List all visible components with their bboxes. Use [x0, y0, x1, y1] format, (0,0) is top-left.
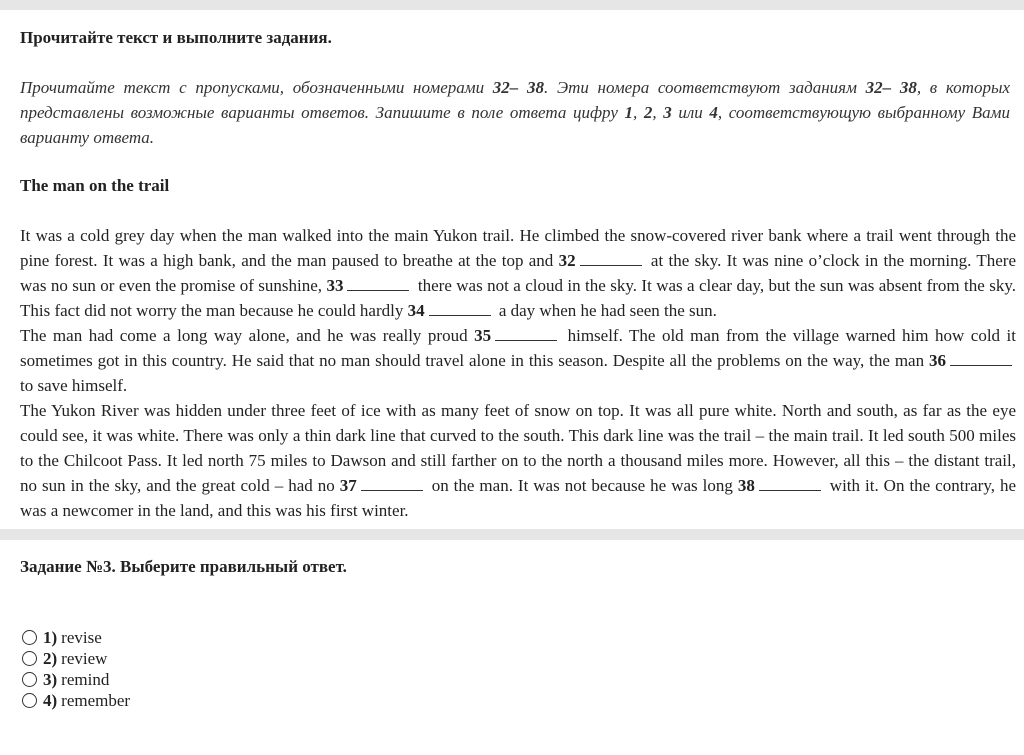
- instructions-text: , в которых представлены возможные варианты ответов. Запишите в поле ответа цифру: [20, 78, 1011, 122]
- gap-blank: [361, 476, 423, 491]
- gap-blank: [580, 251, 642, 266]
- story-text-run: It was a cold grey day when the man walked into the main Yukon trail. He climbed the snow-covered river bank where a trail went through the pine forest. It was a high bank, and the man paused to breathe at the top and: [20, 226, 1016, 270]
- radio-button[interactable]: [22, 693, 37, 708]
- radio-button[interactable]: [22, 672, 37, 687]
- answer-digit: 4: [709, 103, 718, 122]
- story-text: [20, 223, 1016, 523]
- instructions-text: , соответствующую выбранному Вами варианту ответа.: [20, 103, 1011, 147]
- answer-digit: 2: [643, 103, 653, 122]
- story-text-run: himself. The old man from the village warned him how cold it sometimes got in this country. He said that no man should travel alone in this season. Despite all the problems on the way, the man: [20, 326, 1016, 370]
- story-text-run: with it. On the contrary, he was a newcomer in the land, and this was his first winter.: [20, 476, 1016, 520]
- option-label: remind: [61, 669, 110, 689]
- gap-number: 36: [929, 351, 946, 370]
- gap-blank: [495, 326, 557, 341]
- answer-digit: 3: [663, 103, 672, 122]
- gap-blank: [429, 301, 491, 316]
- answer-option-4[interactable]: [22, 690, 130, 711]
- task-range: 32– 38: [865, 78, 917, 97]
- option-label: review: [61, 648, 108, 668]
- radio-button[interactable]: [22, 630, 37, 645]
- instructions: [20, 75, 1010, 150]
- gap-number: 34: [407, 301, 425, 320]
- story-text-run: at the sky. It was nine o’clock in the morning. There was no sun or even the promise of sunshine,: [20, 251, 1017, 295]
- answer-options: [22, 627, 130, 711]
- story-text-run: The Yukon River was hidden under three feet of ice with as many feet of snow on top. It was all pure white. North and south, as far as the eye could see, it was white. There was only a thin dark line that curved to the south. This dark line was the trail – the main trail. It led south 500 miles to the Chilcoot Pass. It led north 75 miles to Dawson and still farther on to the north a thousand miles more. However, all this – the distant trail, no sun in the sky, and the great cold – had no: [20, 401, 1016, 495]
- gap-number: 38: [737, 476, 755, 495]
- story-text-run: The man had come a long way alone, and he was really proud: [20, 326, 475, 345]
- answer-digit: 1: [624, 103, 633, 122]
- answer-option-3[interactable]: [22, 669, 130, 690]
- story-paragraph: [20, 323, 1016, 398]
- gap-number: 33: [326, 276, 344, 295]
- story-text-run: a day when he had seen the sun.: [494, 301, 717, 320]
- story-title: The man on the trail: [20, 176, 170, 195]
- top-divider-band: [0, 0, 1024, 10]
- gap-blank: [950, 351, 1012, 366]
- instructions-text: . Эти номера соответствуют заданиям: [544, 78, 866, 97]
- option-label: revise: [61, 627, 102, 647]
- separator: ,: [652, 103, 664, 122]
- radio-button[interactable]: [22, 651, 37, 666]
- gap-number: 37: [339, 476, 357, 495]
- task-range: 32– 38: [492, 78, 544, 97]
- question-section: [20, 557, 1010, 710]
- gap-blank: [759, 476, 821, 491]
- option-number: 1): [43, 627, 58, 647]
- section-heading: Прочитайте текст и выполните задания.: [20, 28, 332, 47]
- instructions-text: Прочитайте текст с пропусками, обозначенными номерами: [20, 78, 493, 97]
- separator: ,: [632, 103, 644, 122]
- answer-option-2[interactable]: [22, 648, 130, 669]
- option-number: 4): [43, 690, 58, 710]
- separator: или: [671, 103, 710, 122]
- story-text-run: to save himself.: [20, 376, 128, 395]
- gap-blank: [347, 276, 409, 291]
- story-text-run: on the man. It was not because he was long: [426, 476, 738, 495]
- mid-divider-band: [0, 529, 1024, 540]
- gap-number: 32: [558, 251, 576, 270]
- option-number: 3): [43, 669, 58, 689]
- story-paragraph: [20, 398, 1016, 523]
- question-heading: Задание №3. Выберите правильный ответ.: [20, 557, 347, 576]
- story-text-run: there was not a cloud in the sky. It was a clear day, but the sun was absent from the sky. This fact did not worry the man because he could hardly: [20, 276, 1016, 320]
- gap-number: 35: [474, 326, 492, 345]
- story-paragraph: [20, 223, 1016, 323]
- reading-section: [20, 28, 1020, 523]
- option-number: 2): [43, 648, 58, 668]
- answer-option-1[interactable]: [22, 627, 130, 648]
- option-label: remember: [61, 690, 131, 710]
